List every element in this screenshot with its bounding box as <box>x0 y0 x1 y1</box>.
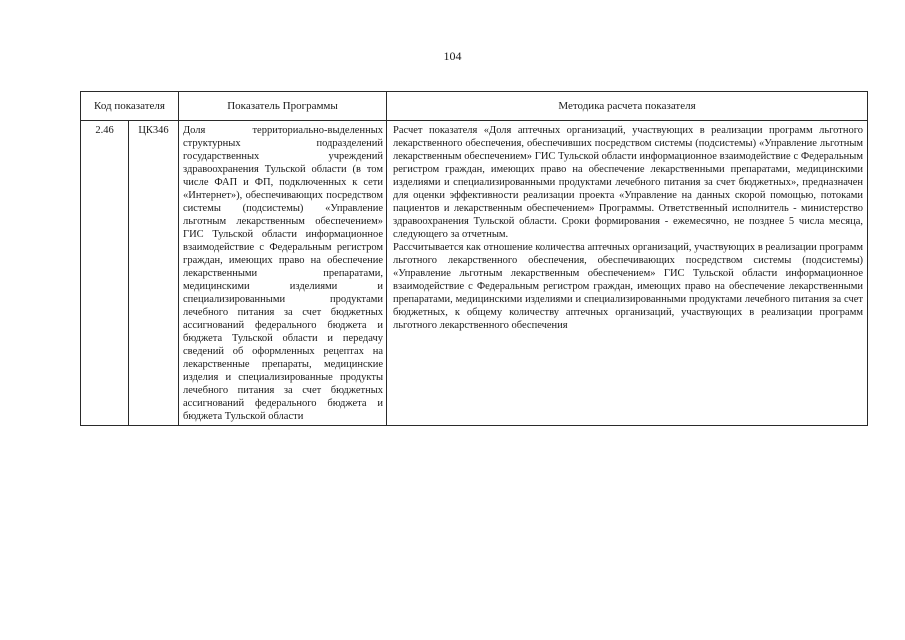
method-paragraph-2: Рассчитывается как отношение количества аптечных организаций, участвующих в реализации программ льготного лекарственного обеспечения, обеспечивающих посредством системы (подсистемы) «Управление льготным лекарственным обеспечением» ГИС Тульской области информационное взаимодействие с Федеральным регистром граждан, имеющих право на обеспечение лекарственными препаратами, медицинскими изделиями и специализированными продуктами лечебного питания за счет бюджетных, к общему количеству аптечных организаций, участвующих в реализации программ льготного лекарственного обеспечения <box>393 242 864 331</box>
header-indicator: Показатель Программы <box>179 92 387 121</box>
header-code: Код показателя <box>81 92 179 121</box>
row-method <box>387 121 868 426</box>
row-indicator-text: Доля территориально-выделенных структурных подразделений государственных учреждений здравоохранения Тульской области (в том числе ФАП и ФП, подключенных к сети «Интернет»), обеспечивающих посредством системы (подсистемы) «Управление льготным лекарственным обеспечением» ГИС Тульской области информационное взаимодействие с Федеральным регистром граждан, имеющих право на обеспечение лекарственными препаратами, медицинскими изделиями и специализированными продуктами лечебного питания за счет бюджетных ассигнований федерального бюджета и бюджета Тульской области и передачу сведений об оформленных рецептах на лекарственные препараты, медицинские изделия и специализированные продукты лечебного питания за счет бюджетных ассигнований федерального бюджета и бюджета Тульской области <box>179 121 387 426</box>
row-number: 2.46 <box>81 121 129 426</box>
table-row <box>81 121 868 426</box>
method-paragraph-1: Расчет показателя «Доля аптечных организаций, участвующих в реализации программ льготного лекарственного обеспечения, обеспечивших посредством системы (подсистемы) «Управление льготным лекарственным обеспечением» ГИС Тульской области информационное взаимодействие с Федеральным регистром граждан, имеющих право на обеспечение лекарственными препаратами, медицинскими изделиями и специализированными продуктами лечебного питания за счет бюджетных», предназначен для оценки эффективности реализации проекта «Управление на данных скорой помощью, потоками пациентов и лекарственным обеспечением» Программы. Ответственный исполнитель - министерство здравоохранения Тульской области. Сроки формирования - ежемесячно, не позднее 5 числа месяца, следующего за отчетным. <box>393 125 864 240</box>
header-method: Методика расчета показателя <box>387 92 868 121</box>
page-number: 104 <box>443 49 462 63</box>
indicator-table <box>80 91 868 426</box>
row-code: ЦК346 <box>129 121 179 426</box>
table-header-row <box>81 92 868 121</box>
